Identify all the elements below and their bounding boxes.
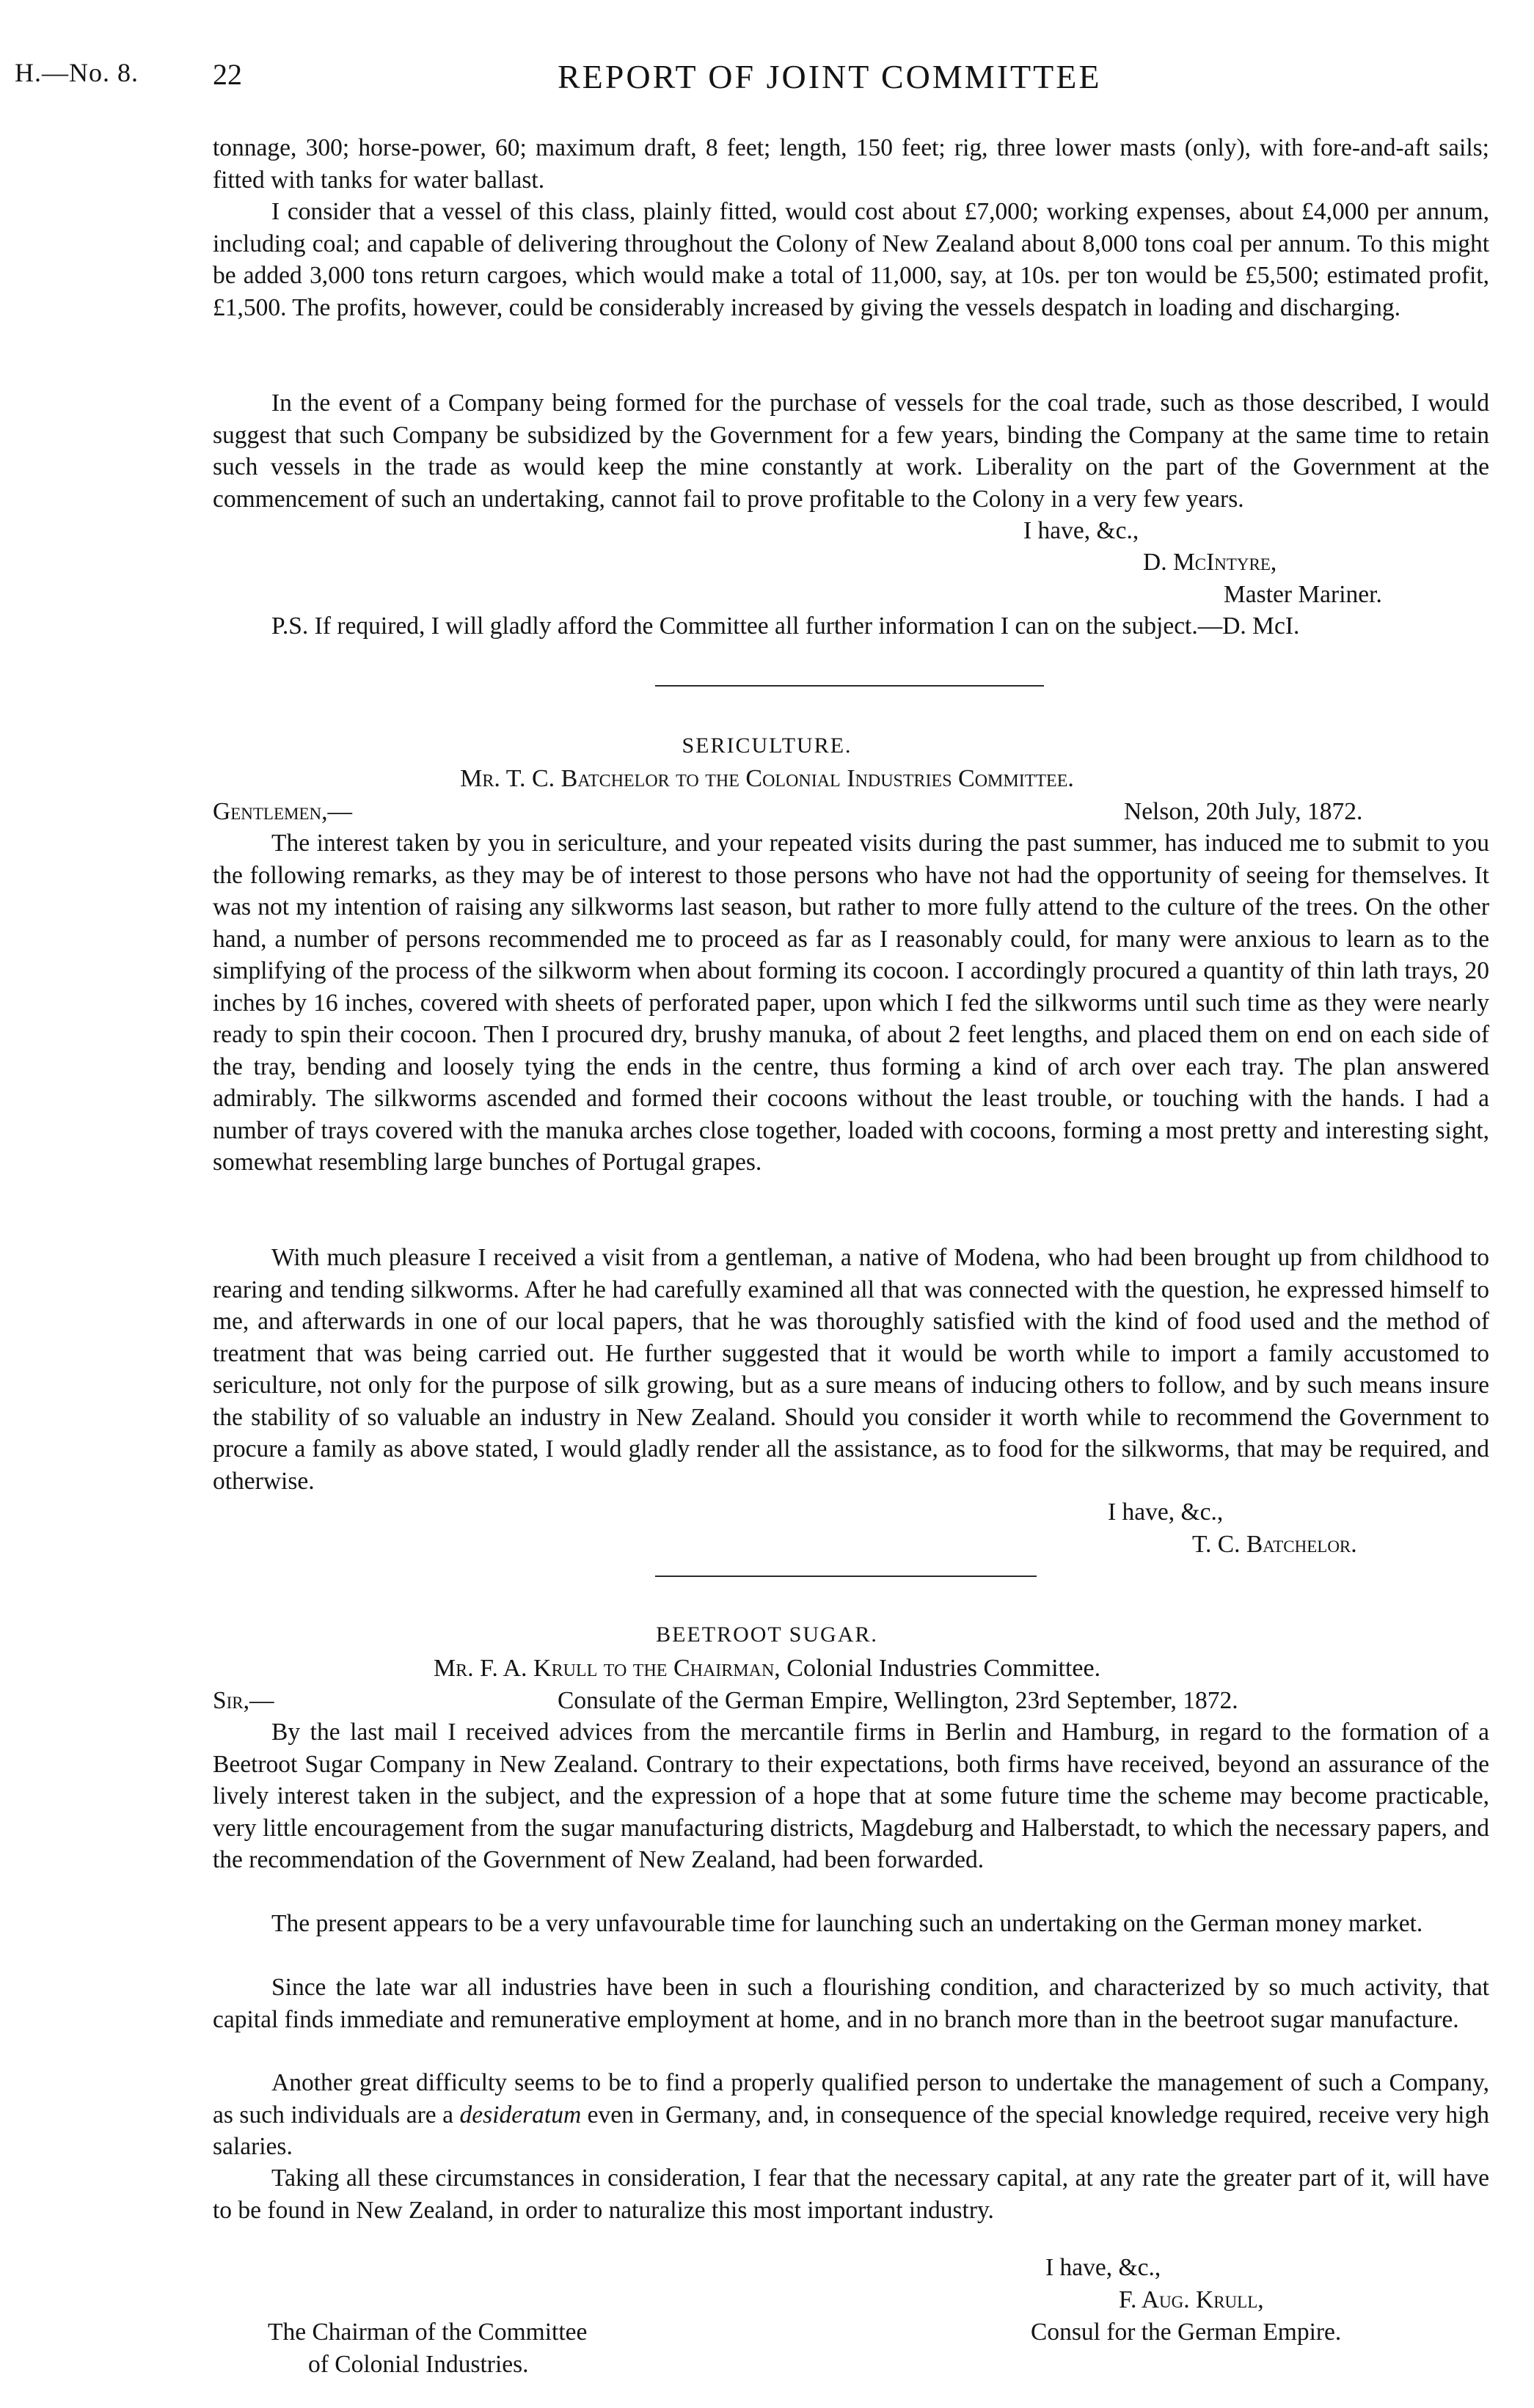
- sericulture-signature: T. C. Batchelor.: [1192, 1531, 1357, 1558]
- page-number: 22: [213, 58, 242, 91]
- beetroot-place-date: Consulate of the German Empire, Wellington, 23rd September, 1872.: [558, 1687, 1238, 1714]
- subheading-text: Mr. F. A. Krull to the: [433, 1655, 673, 1682]
- sericulture-paragraph-2: With much pleasure I received a visit from a gentleman, a native of Modena, who had been brought up from childhood to rearing and tending silkworms. After he had carefully examined all that was connected with the question, he expressed himself to me, and afterwards in one of our local papers, that he was thoroughly satisfied with the kind of food used and the method of treatment that was being carried out. He further suggested that it would be worth while to import a family accustomed to sericulture, not only for the purpose of silk growing, but as a sure means of inducing others to follow, and by such means insure the stability of so valuable an industry in New Zealand. Should you consider it worth while to recommend the Government to procure a family as above stated, I would gladly render all the assistance, as to food for the silkworms, that may be required, and otherwise.: [213, 1244, 1489, 1495]
- letter1-paragraph-2: I consider that a vessel of this class, plainly fitted, would cost about £7,000; working expenses, about £4,000 per annum, including coal; and capable of delivering throughout the Colony of New Zealand about 8,000 tons coal per annum. To this might be added 3,000 tons return cargoes, which would make a total of 11,000, say, at 10s. per ton would be £5,500; estimated profit, £1,500. The profits, however, could be considerably increased by giving the vessels despatch in loading and discharging.: [213, 198, 1489, 321]
- beetroot-subheading: [0, 1653, 1534, 1685]
- section-heading-beetroot-sugar: BEETROOT SUGAR.: [656, 1622, 878, 1647]
- subheading-addressee: Chairman: [673, 1655, 775, 1682]
- addressee-line-2: of Colonial Industries.: [308, 2351, 529, 2378]
- beetroot-signature: F. Aug. Krull,: [1119, 2286, 1264, 2313]
- letter1-signature: D. McIntyre,: [1143, 549, 1277, 576]
- section-divider: [655, 1576, 1037, 1577]
- sericulture-subheading: Mr. T. C. Batchelor to the Colonial Industries Committee.: [460, 765, 1074, 792]
- addressee-line-1: The Chairman of the Committee: [268, 2319, 588, 2346]
- letter1-paragraph-1: tonnage, 300; horse-power, 60; maximum draft, 8 feet; length, 150 feet; rig, three lower masts (only), with fore-and-aft sails; fitted with tanks for water ballast.: [213, 134, 1489, 194]
- beetroot-paragraph-3: Since the late war all industries have been in such a flourishing condition, and characterized by so much activity, that capital finds immediate and remunerative employment at home, and in no branch more than in the beetroot sugar manufacture.: [213, 1974, 1489, 2033]
- letter1-signature-title: Master Mariner.: [1224, 581, 1382, 608]
- letter1-postscript: P.S. If required, I will gladly afford the Committee all further information I can on the subject.—D. McI.: [271, 612, 1300, 640]
- beetroot-closing: I have, &c.,: [1045, 2254, 1161, 2281]
- italic-term: desideratum: [459, 2101, 582, 2129]
- sericulture-salutation: Gentlemen,—: [213, 798, 352, 825]
- letter1-paragraph-3: In the event of a Company being formed for the purchase of vessels for the coal trade, such as those described, I would suggest that such Company be subsidized by the Government for a few years, binding the Company at the same time to retain such vessels in the trade as would keep the mine constantly at work. Liberality on the part of the Government at the commencement of such an undertaking, cannot fail to prove profitable to the Colony in a very few years.: [213, 389, 1489, 513]
- sericulture-paragraph-1: The interest taken by you in sericulture, and your repeated visits during the past summer, has induced me to submit to you the following remarks, as they may be of interest to those persons who have not had the opportunity of seeing for themselves. It was not my intention of raising any silkworms last season, but rather to more fully attend to the culture of the trees. On the other hand, a number of persons recommended me to proceed as far as I reasonably could, for many were anxious to learn as to the simplifying of the process of the silkworm when about forming its cocoon. I accordingly procured a quantity of thin lath trays, 20 inches by 16 inches, covered with sheets of perforated paper, upon which I fed the silkworms until such time as they were nearly ready to spin their cocoon. Then I procured dry, brushy manuka, of about 2 feet lengths, and placed them on end on each side of the tray, bending and loosely tying the ends in the centre, thus forming a kind of arch over each tray. The plan answered admirably. The silkworms ascended and formed their cocoons without the least trouble, or touching with the hands. I had a number of trays covered with the manuka arches close together, loaded with cocoons, forming a most pretty and interesting sight, somewhat resembling large bunches of Portugal grapes.: [213, 830, 1489, 1176]
- document-reference: H.—No. 8.: [15, 58, 139, 87]
- sericulture-place-date: Nelson, 20th July, 1872.: [1124, 798, 1363, 825]
- sericulture-closing: I have, &c.,: [1108, 1498, 1224, 1526]
- beetroot-salutation: Sir,—: [213, 1687, 274, 1714]
- beetroot-paragraph-2: The present appears to be a very unfavourable time for launching such an undertaking on the German money market.: [271, 1910, 1423, 1937]
- beetroot-paragraph-5: Taking all these circumstances in consideration, I fear that the necessary capital, at any rate the greater part of it, will have to be found in New Zealand, in order to naturalize this most important industry.: [213, 2164, 1489, 2224]
- section-heading-sericulture: SERICULTURE.: [682, 733, 852, 758]
- section-divider: [655, 685, 1044, 687]
- beetroot-signature-title: Consul for the German Empire.: [1031, 2319, 1342, 2346]
- page-header: [0, 57, 1534, 101]
- paragraph-text: even in Germany, and, in consequence of the special knowledge required, receive very high salaries.: [213, 2101, 1489, 2160]
- letter1-closing: I have, &c.,: [1023, 517, 1139, 544]
- beetroot-paragraph-1: By the last mail I received advices from the mercantile firms in Berlin and Hamburg, in regard to the formation of a Beetroot Sugar Company in New Zealand. Contrary to their expectations, both firms have received, beyond an assurance of the lively interest taken in the subject, and the expression of a hope that at some future time the scheme may become practicable, very little encouragement from the sugar manufacturing districts, Magdeburg and Halberstadt, to which the necessary papers, and the recommendation of the Government of New Zealand, had been forwarded.: [213, 1719, 1489, 1873]
- subheading-committee: , Colonial Industries Committee.: [774, 1655, 1101, 1682]
- beetroot-paragraph-4: [213, 2067, 1489, 2163]
- running-title: REPORT OF JOINT COMMITTEE: [558, 58, 1102, 95]
- paragraph-text: Another great difficulty seems to be to find a properly qualified person to undertake the management of such a Company, as such individuals are a: [213, 2069, 1489, 2129]
